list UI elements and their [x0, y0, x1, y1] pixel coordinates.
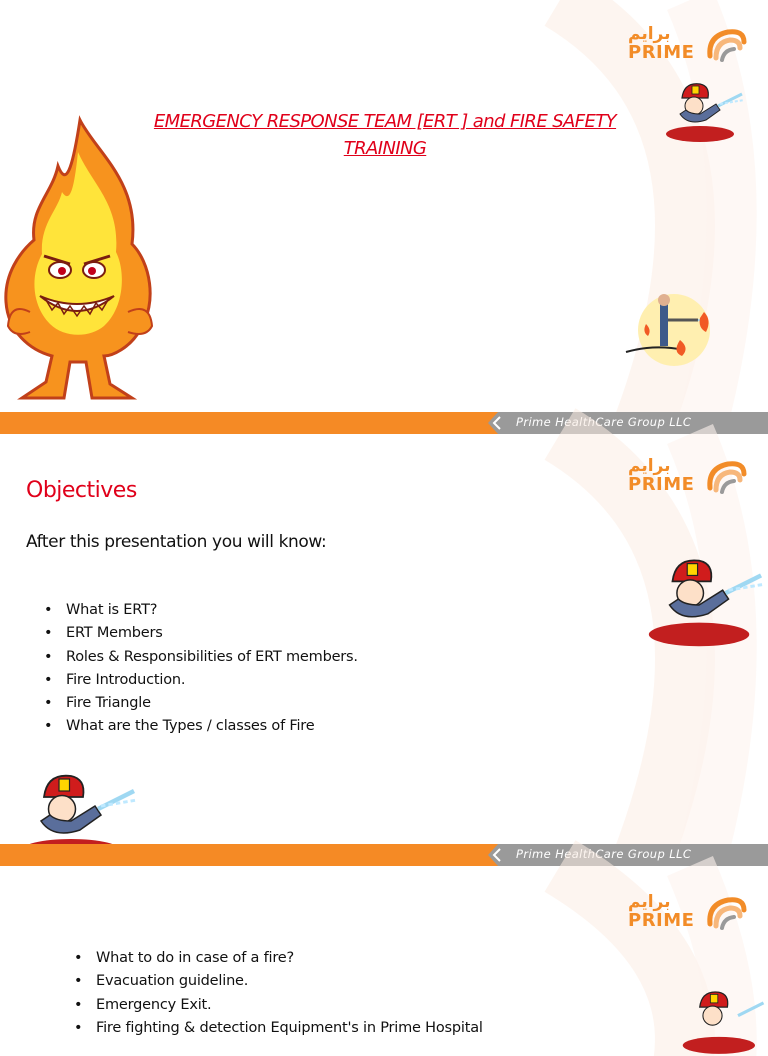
prime-logo	[628, 456, 746, 502]
list-item-text: What are the Types / classes of Fire	[66, 718, 315, 735]
list-item: • Emergency Exit.	[74, 996, 212, 1013]
logo-arabic-text: برايم	[628, 456, 671, 476]
prime-logo-icon	[704, 458, 746, 498]
list-item-text: Roles & Responsibilities of ERT members.	[66, 648, 358, 665]
list-item-text: Fire Introduction.	[66, 671, 186, 688]
list-item-text: Fire fighting & detection Equipment's in Prime Hospital	[96, 1019, 483, 1036]
list-item-text: Evacuation guideline.	[96, 973, 249, 990]
logo-latin-text: PRIME	[628, 474, 695, 495]
chevron-left-icon	[492, 848, 502, 862]
list-item: • Fire Triangle	[44, 695, 151, 712]
firefighter-hose-icon	[640, 554, 764, 650]
slide-footer	[0, 412, 768, 434]
prime-logo	[628, 24, 746, 70]
slide-topics	[0, 866, 768, 1036]
objectives-heading: Objectives	[26, 478, 137, 503]
slide-title	[0, 0, 768, 434]
firefighter-hose-icon	[660, 80, 744, 144]
objectives-list	[44, 599, 358, 739]
logo-latin-text: PRIME	[628, 910, 695, 931]
list-item: • Roles & Responsibilities of ERT members.	[44, 648, 358, 665]
logo-arabic-text: برايم	[628, 892, 671, 912]
slide-title-text	[100, 108, 670, 162]
slide-objectives	[0, 434, 768, 866]
list-item: • What is ERT?	[44, 602, 158, 618]
title-line-2: TRAINING	[343, 138, 427, 159]
list-item: • Evacuation guideline.	[74, 973, 249, 990]
list-item-text: Emergency Exit.	[96, 996, 212, 1013]
objectives-intro: After this presentation you will know:	[26, 532, 327, 552]
prime-logo-icon	[704, 26, 746, 66]
list-item: • Fire fighting & detection Equipment's in Prime Hospital	[74, 1019, 483, 1036]
list-item: • What are the Types / classes of Fire	[44, 718, 315, 735]
footer-company-name: Prime HealthCare Group LLC	[516, 847, 692, 861]
firefighter-scene-icon	[624, 290, 716, 372]
slide-footer	[0, 844, 768, 866]
title-line-1: EMERGENCY RESPONSE TEAM [ERT ] and FIRE SAFETY	[153, 111, 617, 132]
list-item-text: ERT Members	[66, 625, 163, 642]
list-item-text: What is ERT?	[66, 602, 158, 618]
prime-logo	[628, 892, 746, 938]
footer-company-name: Prime HealthCare Group LLC	[516, 415, 692, 429]
list-item-text: What to do in case of a fire?	[96, 950, 295, 966]
firefighter-hose-icon	[676, 988, 766, 1056]
logo-arabic-text: برايم	[628, 24, 671, 44]
logo-latin-text: PRIME	[628, 42, 695, 63]
list-item: • Fire Introduction.	[44, 671, 186, 688]
list-item: • ERT Members	[44, 625, 163, 642]
chevron-left-icon	[492, 416, 502, 430]
list-item: • What to do in case of a fire?	[74, 950, 295, 966]
fire-mascot-icon	[0, 112, 160, 404]
prime-logo-icon	[704, 894, 746, 934]
list-item-text: Fire Triangle	[66, 695, 151, 712]
topics-list	[74, 947, 483, 1040]
